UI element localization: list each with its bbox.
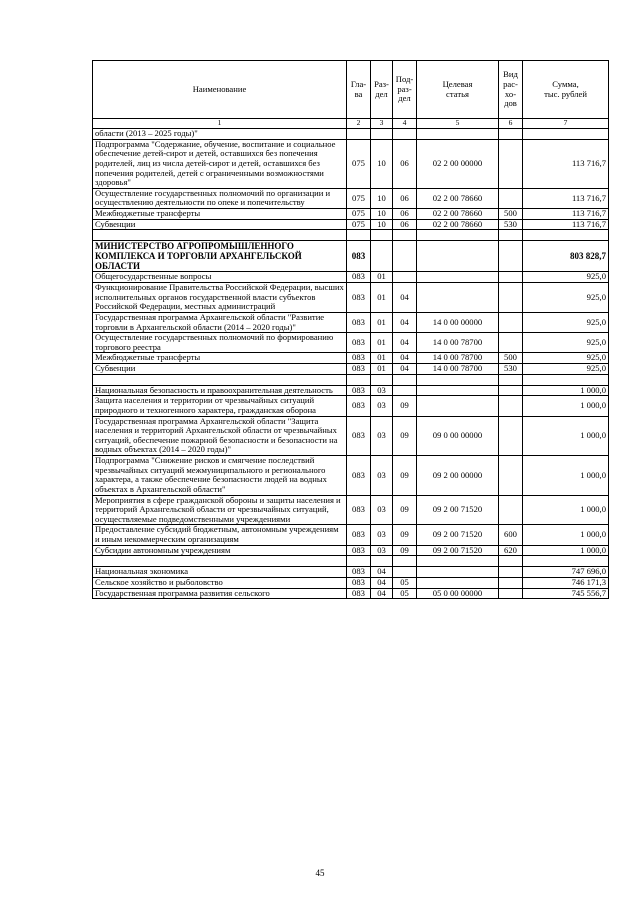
row-vid [499, 385, 523, 396]
table-row [93, 219, 609, 230]
row-target: 09 2 00 71520 [417, 495, 499, 525]
ministry-row [93, 241, 609, 272]
row-sum: 925,0 [523, 312, 609, 332]
row-name: Субсидии автономным учреждениям [93, 545, 347, 556]
row-glava: 083 [347, 456, 371, 496]
table-row [93, 209, 609, 220]
row-name: Подпрограмма "Снижение рисков и смягчение последствий чрезвычайных ситуаций межмуниципального и регионального характера, а также обеспечение безопасности людей на водных объектах в Архангельской области" [93, 456, 347, 496]
row-target: 02 2 00 78660 [417, 219, 499, 230]
row-razdel: 04 [371, 577, 393, 588]
row-podrazdel [393, 385, 417, 396]
table-row [93, 525, 609, 545]
row-podrazdel: 06 [393, 188, 417, 208]
row-podrazdel: 09 [393, 525, 417, 545]
row-podrazdel [393, 129, 417, 140]
header-name: Наименование [93, 61, 347, 119]
column-number: 6 [499, 119, 523, 129]
row-vid: 500 [499, 353, 523, 364]
table-row [93, 364, 609, 375]
row-target: 02 2 00 78660 [417, 209, 499, 220]
row-target [417, 129, 499, 140]
row-name: Осуществление государственных полномочий по формированию торгового реестра [93, 333, 347, 353]
row-razdel: 04 [371, 588, 393, 599]
column-number: 2 [347, 119, 371, 129]
row-podrazdel: 09 [393, 495, 417, 525]
row-glava: 083 [347, 588, 371, 599]
page-number: 45 [315, 868, 325, 878]
row-razdel: 03 [371, 396, 393, 416]
column-number: 5 [417, 119, 499, 129]
row-glava: 075 [347, 219, 371, 230]
column-number: 3 [371, 119, 393, 129]
row-vid [499, 129, 523, 140]
row-razdel: 03 [371, 416, 393, 456]
row-podrazdel [393, 272, 417, 283]
row-name: Предоставление субсидий бюджетным, автономным учреждениям и иным некоммерческим организациям [93, 525, 347, 545]
header-vid: Вид рас- хо- дов [499, 61, 523, 119]
row-glava: 083 [347, 385, 371, 396]
row-vid [499, 577, 523, 588]
row-vid [499, 495, 523, 525]
row-podrazdel: 06 [393, 209, 417, 220]
table-row [93, 272, 609, 283]
row-glava: 083 [347, 416, 371, 456]
row-target: 09 2 00 71520 [417, 545, 499, 556]
table-row [93, 416, 609, 456]
row-target: 05 0 00 00000 [417, 588, 499, 599]
row-razdel: 03 [371, 495, 393, 525]
row-razdel: 01 [371, 364, 393, 375]
row-name: Субвенции [93, 364, 347, 375]
row-sum: 1 000,0 [523, 456, 609, 496]
row-name: Функционирование Правительства Российской Федерации, высших исполнительных органов государственной власти субъектов Российской Федерации, местных администраций [93, 283, 347, 313]
row-vid [499, 283, 523, 313]
row-glava: 075 [347, 139, 371, 188]
row-glava: 083 [347, 312, 371, 332]
header-row [93, 61, 609, 119]
row-razdel: 10 [371, 209, 393, 220]
row-vid [499, 188, 523, 208]
row-razdel: 03 [371, 525, 393, 545]
row-podrazdel: 04 [393, 283, 417, 313]
row-sum: 925,0 [523, 283, 609, 313]
row-razdel: 03 [371, 456, 393, 496]
row-glava [347, 129, 371, 140]
row-glava: 083 [347, 577, 371, 588]
row-vid: 600 [499, 525, 523, 545]
row-target: 14 0 00 78700 [417, 353, 499, 364]
row-glava: 083 [347, 353, 371, 364]
row-target [417, 283, 499, 313]
row-target: 02 2 00 78660 [417, 188, 499, 208]
row-sum: 1 000,0 [523, 396, 609, 416]
row-target: 09 2 00 00000 [417, 456, 499, 496]
row-target [417, 385, 499, 396]
row-glava: 083 [347, 495, 371, 525]
blank-row [93, 230, 609, 241]
row-glava: 083 [347, 525, 371, 545]
row-vid [499, 312, 523, 332]
row-target: 09 2 00 71520 [417, 525, 499, 545]
row-podrazdel: 09 [393, 456, 417, 496]
row-glava: 083 [347, 333, 371, 353]
row-vid [499, 456, 523, 496]
table-row [93, 396, 609, 416]
row-razdel [371, 129, 393, 140]
row-glava: 083 [347, 272, 371, 283]
row-target [417, 396, 499, 416]
row-sum: 745 556,7 [523, 588, 609, 599]
row-name: Межбюджетные трансферты [93, 353, 347, 364]
row-target: 02 2 00 00000 [417, 139, 499, 188]
row-podrazdel: 09 [393, 545, 417, 556]
row-sum: 113 716,7 [523, 188, 609, 208]
row-vid: 620 [499, 545, 523, 556]
row-name: Субвенции [93, 219, 347, 230]
row-vid [499, 588, 523, 599]
row-podrazdel: 05 [393, 577, 417, 588]
row-name: Сельское хозяйство и рыболовство [93, 577, 347, 588]
row-name: Государственная программа Архангельской области "Защита населения и территорий Архангельской области от чрезвычайных ситуаций, обеспечение пожарной безопасности и безопасности на водных объектах (2014 – 2020 годы)" [93, 416, 347, 456]
row-name: области (2013 – 2025 годы)" [93, 129, 347, 140]
row-vid [499, 567, 523, 578]
row-sum: 803 828,7 [523, 241, 609, 272]
blank-row [93, 556, 609, 567]
row-sum: 925,0 [523, 364, 609, 375]
row-sum: 1 000,0 [523, 495, 609, 525]
blank-row [93, 374, 609, 385]
row-sum: 1 000,0 [523, 525, 609, 545]
row-podrazdel: 06 [393, 219, 417, 230]
row-target: 14 0 00 78700 [417, 364, 499, 375]
row-sum: 747 696,0 [523, 567, 609, 578]
row-glava: 083 [347, 364, 371, 375]
row-sum: 925,0 [523, 272, 609, 283]
table-row [93, 283, 609, 313]
row-vid: 500 [499, 209, 523, 220]
column-number: 4 [393, 119, 417, 129]
row-vid [499, 272, 523, 283]
row-razdel: 01 [371, 312, 393, 332]
header-razdel: Раз- дел [371, 61, 393, 119]
row-name: Национальная экономика [93, 567, 347, 578]
row-name: Общегосударственные вопросы [93, 272, 347, 283]
header-target: Целевая статья [417, 61, 499, 119]
row-target [417, 241, 499, 272]
table-row [93, 495, 609, 525]
table-row [93, 385, 609, 396]
row-glava: 083 [347, 396, 371, 416]
column-number: 1 [93, 119, 347, 129]
row-podrazdel: 04 [393, 333, 417, 353]
row-razdel: 03 [371, 545, 393, 556]
row-name: Межбюджетные трансферты [93, 209, 347, 220]
header-podrazdel: Под- раз- дел [393, 61, 417, 119]
row-podrazdel: 06 [393, 139, 417, 188]
row-name: МИНИСТЕРСТВО АГРОПРОМЫШЛЕННОГО КОМПЛЕКСА И ТОРГОВЛИ АРХАНГЕЛЬСКОЙ ОБЛАСТИ [93, 241, 347, 272]
row-name: Защита населения и территории от чрезвычайных ситуаций природного и техногенного характера, гражданская оборона [93, 396, 347, 416]
header-sum: Сумма, тыс. рублей [523, 61, 609, 119]
row-vid [499, 416, 523, 456]
row-name: Подпрограмма "Содержание, обучение, воспитание и социальное обеспечение детей-сирот и детей, оставшихся без попечения родителей, лиц из числа детей-сирот и детей, оставшихся без попечения родителей, детей с ограниченными возможностями здоровья" [93, 139, 347, 188]
row-target [417, 272, 499, 283]
row-razdel: 01 [371, 283, 393, 313]
row-sum: 1 000,0 [523, 385, 609, 396]
row-sum: 925,0 [523, 333, 609, 353]
row-razdel [371, 241, 393, 272]
table-row [93, 577, 609, 588]
row-razdel: 03 [371, 385, 393, 396]
row-sum: 1 000,0 [523, 545, 609, 556]
table-row [93, 353, 609, 364]
row-podrazdel: 04 [393, 312, 417, 332]
header-glava: Гла- ва [347, 61, 371, 119]
table-row [93, 188, 609, 208]
table-row [93, 456, 609, 496]
table-row [93, 129, 609, 140]
table-row [93, 333, 609, 353]
row-name: Национальная безопасность и правоохранительная деятельность [93, 385, 347, 396]
row-sum [523, 129, 609, 140]
row-sum: 113 716,7 [523, 219, 609, 230]
row-target [417, 567, 499, 578]
row-vid: 530 [499, 219, 523, 230]
row-sum: 925,0 [523, 353, 609, 364]
row-name: Государственная программа Архангельской области "Развитие торговли в Архангельской области (2014 – 2020 годы)" [93, 312, 347, 332]
row-vid: 530 [499, 364, 523, 375]
row-razdel: 10 [371, 188, 393, 208]
table-row [93, 567, 609, 578]
row-glava: 083 [347, 545, 371, 556]
row-razdel: 01 [371, 272, 393, 283]
row-name: Государственная программа развития сельского [93, 588, 347, 599]
row-vid [499, 241, 523, 272]
row-podrazdel: 04 [393, 353, 417, 364]
row-razdel: 01 [371, 333, 393, 353]
table-row [93, 139, 609, 188]
row-podrazdel [393, 567, 417, 578]
row-sum: 746 171,3 [523, 577, 609, 588]
row-podrazdel: 09 [393, 416, 417, 456]
table-row [93, 312, 609, 332]
row-glava: 083 [347, 283, 371, 313]
row-podrazdel: 09 [393, 396, 417, 416]
row-glava: 083 [347, 567, 371, 578]
row-vid [499, 333, 523, 353]
row-target: 09 0 00 00000 [417, 416, 499, 456]
table-row [93, 545, 609, 556]
row-target [417, 577, 499, 588]
row-glava: 075 [347, 188, 371, 208]
row-target: 14 0 00 00000 [417, 312, 499, 332]
row-razdel: 04 [371, 567, 393, 578]
row-glava: 083 [347, 241, 371, 272]
column-number-row [93, 119, 609, 129]
row-podrazdel [393, 241, 417, 272]
row-target: 14 0 00 78700 [417, 333, 499, 353]
row-razdel: 01 [371, 353, 393, 364]
row-sum: 113 716,7 [523, 209, 609, 220]
row-vid [499, 396, 523, 416]
row-podrazdel: 04 [393, 364, 417, 375]
row-name: Осуществление государственных полномочий по организации и осуществлению деятельности по опеке и попечительству [93, 188, 347, 208]
row-glava: 075 [347, 209, 371, 220]
row-podrazdel: 05 [393, 588, 417, 599]
column-number: 7 [523, 119, 609, 129]
row-sum: 113 716,7 [523, 139, 609, 188]
row-sum: 1 000,0 [523, 416, 609, 456]
row-vid [499, 139, 523, 188]
row-razdel: 10 [371, 139, 393, 188]
row-razdel: 10 [371, 219, 393, 230]
table-row [93, 588, 609, 599]
budget-table [92, 60, 609, 599]
row-name: Мероприятия в сфере гражданской обороны и защиты населения и территорий Архангельской области от чрезвычайных ситуаций, осуществляемые подведомственными учреждениями [93, 495, 347, 525]
